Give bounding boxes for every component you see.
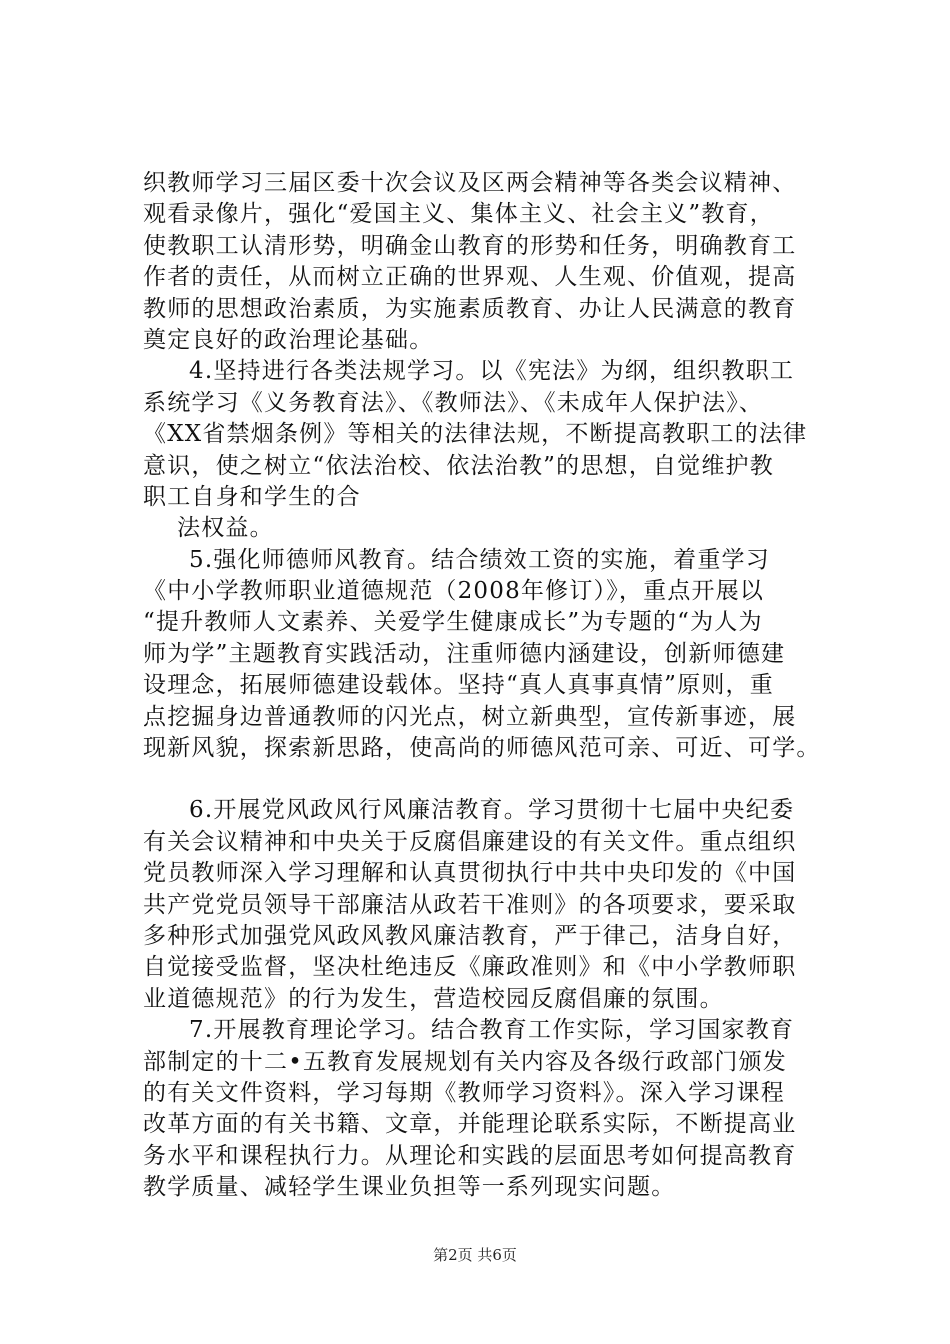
page-footer: 第2页 共6页: [433, 1246, 517, 1264]
text-line: 现新风貌，探索新思路，使高尚的师德风范可亲、可近、可学。: [143, 735, 821, 762]
text-line: 点挖掘身边普通教师的闪光点，树立新典型，宣传新事迹，展: [143, 703, 797, 730]
text-line: 使教职工认清形势，明确金山教育的形势和任务，明确教育工: [143, 232, 797, 259]
text-line: 共产党党员领导干部廉洁从政若干准则》的各项要求，要采取: [143, 891, 797, 918]
text-line: 部制定的十二•五教育发展规划有关内容及各级行政部门颁发: [143, 1048, 787, 1075]
text-line: 师为学”主题教育实践活动，注重师德内涵建设，创新师德建: [143, 640, 786, 667]
text-line: 教学质量、减轻学生课业负担等一系列现实问题。: [143, 1174, 676, 1201]
text-line: 织教师学习三届区委十次会议及区两会精神等各类会议精神、: [143, 170, 797, 196]
text-line: 多种形式加强党风政风教风廉洁教育，严于律己，洁身自好，: [143, 922, 797, 949]
document-body: [143, 168, 863, 1204]
paragraph-5-start: 5.强化师德师风教育。结合绩效工资的实施，着重学习: [189, 546, 770, 573]
text-line: “提升教师人文素养、关爱学生健康成长”为专题的“为人为: [143, 609, 763, 636]
text-line: 教师的思想政治素质，为实施素质教育、办让人民满意的教育: [143, 295, 797, 322]
text-line: 有关会议精神和中央关于反腐倡廉建设的有关文件。重点组织: [143, 828, 797, 855]
text-line: 改革方面的有关书籍、文章，并能理论联系实际，不断提高业: [143, 1111, 797, 1138]
text-line: 党员教师深入学习理解和认真贯彻执行中共中央印发的《中国: [143, 860, 797, 887]
text-line: 作者的责任，从而树立正确的世界观、人生观、价值观，提高: [143, 264, 797, 291]
text-line: 务水平和课程执行力。从理论和实践的层面思考如何提高教育: [143, 1142, 797, 1169]
text-line: 自觉接受监督，坚决杜绝违反《廉政准则》和《中小学教师职: [143, 954, 797, 981]
text-line: 设理念，拓展师德建设载体。坚持“真人真事真情”原则，重: [143, 672, 774, 699]
text-line: 职工自身和学生的合: [143, 483, 361, 510]
text-line: 意识，使之树立“依法治校、依法治教”的思想，自觉维护教: [143, 452, 774, 479]
paragraph-7-start: 7.开展教育理论学习。结合教育工作实际，学习国家教育: [189, 1017, 795, 1044]
text-line: 法权益。: [177, 515, 274, 542]
text-line: 的有关文件资料，学习每期《教师学习资料》。深入学习课程: [143, 1079, 785, 1106]
paragraph-gap: [143, 764, 863, 795]
text-line: 系统学习《义务教育法》、《教师法》、《未成年人保护法》、: [143, 389, 764, 416]
text-line: 《中小学教师职业道德规范（2008年修订）》，重点开展以: [143, 578, 765, 605]
paragraph-4-start: 4.坚持进行各类法规学习。以《宪法》为纲，组织教职工: [189, 358, 795, 385]
paragraph-6-start: 6.开展党风政风行风廉洁教育。学习贯彻十七届中央纪委: [189, 797, 795, 824]
text-line: 业道德规范》的行为发生，营造校园反腐倡廉的氛围。: [143, 985, 724, 1012]
text-line: 《XX省禁烟条例》等相关的法律法规，不断提高教职工的法律: [143, 421, 808, 448]
text-line: 奠定良好的政治理论基础。: [143, 326, 434, 353]
text-line: 观看录像片，强化“爱国主义、集体主义、社会主义”教育，: [143, 201, 774, 228]
